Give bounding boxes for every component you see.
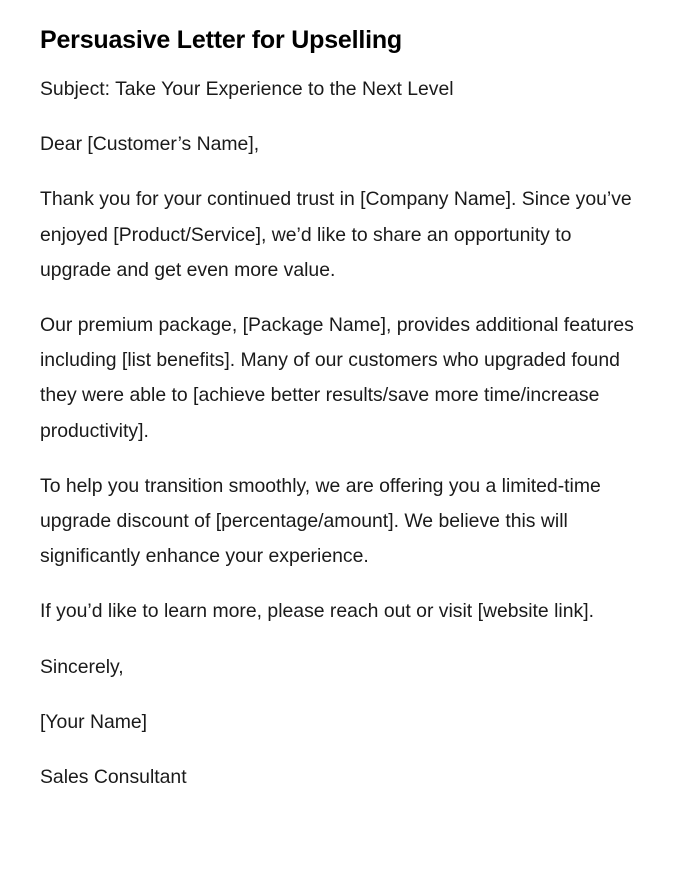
signature-name: [Your Name] (40, 710, 148, 733)
signature-title: Sales Consultant (40, 766, 187, 789)
letter-document (40, 22, 640, 815)
letter-title: Persuasive Letter for Upselling (40, 26, 402, 54)
letter-closing: Sincerely, (40, 655, 124, 678)
letter-salutation: Dear [Customer’s Name], (40, 133, 260, 156)
letter-paragraph: If you’d like to learn more, please reach out or visit [website link]. (40, 600, 594, 623)
letter-paragraph: Thank you for your continued trust in [Company Name]. Since you’ve enjoyed [Product/Service], we’d like to share an opportunity to upgrade and get even more value. (40, 188, 632, 281)
letter-paragraph: To help you transition smoothly, we are offering you a limited-time upgrade discount of [percentage/amount]. We believe this will significantly enhance your experience. (40, 474, 601, 568)
letter-paragraph: Our premium package, [Package Name], provides additional features including [list benefits]. Many of our customers who upgraded found they were able to [achieve better results/save more time/increase productivity]. (40, 314, 634, 442)
letter-subject: Subject: Take Your Experience to the Next Level (40, 78, 454, 100)
